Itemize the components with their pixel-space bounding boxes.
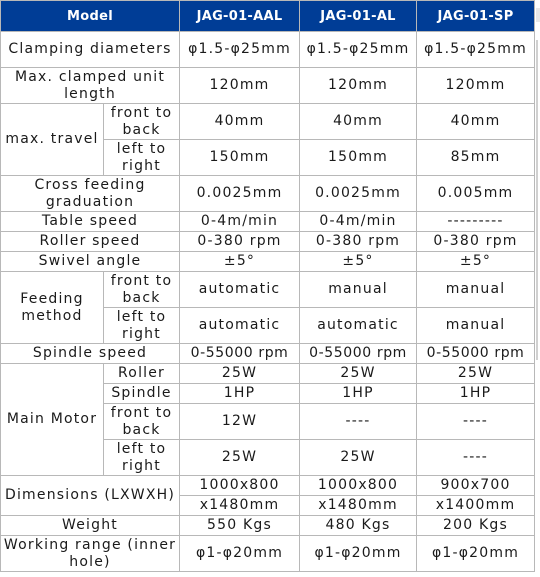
row-label-table-speed: Table speed [1, 212, 180, 232]
cell-value: 120mm [180, 68, 300, 104]
cell-value: manual [417, 308, 535, 344]
cell-value: 0-55000 rpm [300, 344, 417, 364]
sub-label-left-to-right: left to right [104, 308, 180, 344]
row-label-swivel-angle: Swivel angle [1, 252, 180, 272]
page-edge-line [536, 40, 538, 360]
row-label-spindle-speed: Spindle speed [1, 344, 180, 364]
cell-value: φ1.5-φ25mm [180, 32, 300, 68]
cell-value: 0-380 rpm [300, 232, 417, 252]
cell-value: φ1-φ20mm [417, 536, 535, 572]
row-label-clamping: Clamping diameters [1, 32, 180, 68]
header-model-1: JAG-01-AAL [180, 1, 300, 32]
cell-value: x1400mm [417, 496, 535, 516]
cell-value: 0-55000 rpm [180, 344, 300, 364]
sub-label-roller: Roller [104, 364, 180, 384]
table-row [1, 272, 535, 308]
cell-value: ±5° [417, 252, 535, 272]
cell-value: 120mm [417, 68, 535, 104]
cell-value: 25W [300, 440, 417, 476]
cell-value: 40mm [300, 104, 417, 140]
cell-value: 150mm [300, 140, 417, 176]
cell-value: ---- [300, 404, 417, 440]
cell-value: φ1.5-φ25mm [300, 32, 417, 68]
cell-value: 25W [417, 364, 535, 384]
cell-value: 1000x800 [300, 476, 417, 496]
cell-value: φ1.5-φ25mm [417, 32, 535, 68]
sub-label-front-to-back: front to back [104, 104, 180, 140]
cell-value: 25W [180, 440, 300, 476]
cell-value: x1480mm [180, 496, 300, 516]
cell-value: 0-380 rpm [417, 232, 535, 252]
cell-value: 40mm [417, 104, 535, 140]
cell-value: 0-4m/min [300, 212, 417, 232]
cell-value: 0.005mm [417, 176, 535, 212]
cell-value: φ1-φ20mm [180, 536, 300, 572]
header-model-3: JAG-01-SP [417, 1, 535, 32]
cell-value: x1480mm [300, 496, 417, 516]
cell-value: 120mm [300, 68, 417, 104]
cell-value: ±5° [180, 252, 300, 272]
cell-value: ---- [417, 404, 535, 440]
sub-label-front-to-back: front to back [104, 404, 180, 440]
cell-value: automatic [180, 308, 300, 344]
header-model-2: JAG-01-AL [300, 1, 417, 32]
row-label-cross-feeding: Cross feeding graduation [1, 176, 180, 212]
cell-value: 0.0025mm [180, 176, 300, 212]
table-row [1, 536, 535, 572]
cell-value: 25W [300, 364, 417, 384]
table-row [1, 364, 535, 384]
cell-value: 0-55000 rpm [417, 344, 535, 364]
cell-value: 12W [180, 404, 300, 440]
cell-value: 900x700 [417, 476, 535, 496]
table-row [1, 176, 535, 212]
table-row [1, 104, 535, 140]
cell-value: 1HP [180, 384, 300, 404]
cell-value: 0-380 rpm [180, 232, 300, 252]
cell-value: ---- [417, 440, 535, 476]
sub-label-front-to-back: front to back [104, 272, 180, 308]
table-row [1, 252, 535, 272]
header-row [1, 1, 535, 32]
cell-value: manual [417, 272, 535, 308]
cell-value: 1HP [417, 384, 535, 404]
row-label-max-travel: max. travel [1, 104, 104, 176]
sub-label-spindle: Spindle [104, 384, 180, 404]
row-label-roller-speed: Roller speed [1, 232, 180, 252]
cell-value: ±5° [300, 252, 417, 272]
page-edge-mark [536, 8, 540, 22]
cell-value: 1HP [300, 384, 417, 404]
row-label-working-range: Working range (inner hole) [1, 536, 180, 572]
row-label-weight: Weight [1, 516, 180, 536]
cell-value: 150mm [180, 140, 300, 176]
cell-value: 40mm [180, 104, 300, 140]
sub-label-left-to-right: left to right [104, 140, 180, 176]
cell-value: automatic [180, 272, 300, 308]
cell-value: 0-4m/min [180, 212, 300, 232]
row-label-feeding-method: Feeding method [1, 272, 104, 344]
row-label-dimensions: Dimensions (LXWXH) [1, 476, 180, 516]
table-row [1, 32, 535, 68]
table-row [1, 516, 535, 536]
row-label-max-clamped: Max. clamped unit length [1, 68, 180, 104]
cell-value: 0.0025mm [300, 176, 417, 212]
table-row [1, 344, 535, 364]
cell-value: 85mm [417, 140, 535, 176]
table-row [1, 476, 535, 496]
cell-value: φ1-φ20mm [300, 536, 417, 572]
row-label-main-motor: Main Motor [1, 364, 104, 476]
cell-value: automatic [300, 308, 417, 344]
table-row [1, 212, 535, 232]
table-row [1, 68, 535, 104]
cell-value: --------- [417, 212, 535, 232]
sub-label-left-to-right: left to right [104, 440, 180, 476]
header-model: Model [1, 1, 180, 32]
cell-value: manual [300, 272, 417, 308]
cell-value: 480 Kgs [300, 516, 417, 536]
cell-value: 1000x800 [180, 476, 300, 496]
cell-value: 25W [180, 364, 300, 384]
cell-value: 550 Kgs [180, 516, 300, 536]
table-row [1, 232, 535, 252]
cell-value: 200 Kgs [417, 516, 535, 536]
